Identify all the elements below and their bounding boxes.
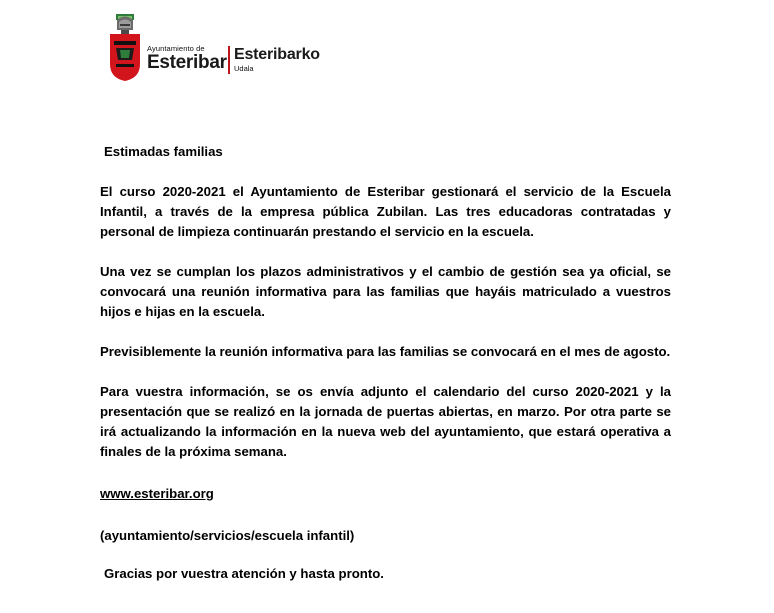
- coat-of-arms-icon: [108, 14, 142, 82]
- paragraph-4: Para vuestra información, se os envía adjunto el calendario del curso 2020-2021 y la presentación que se realizó en la jornada de puertas abiertas, en marzo. Por otra parte se irá actualizando la información en la nueva web del ayuntamiento, que estará operativa a finales de la próxima semana.: [100, 384, 671, 459]
- logo-esteribar-label: Esteribar: [147, 52, 227, 73]
- closing-line: Gracias por vuestra atención y hasta pronto.: [104, 566, 384, 581]
- logo-ayuntamiento-label: Ayuntamiento de: [147, 44, 205, 53]
- logo-basque-text: [234, 46, 320, 73]
- logo-udala-label: Udala: [234, 64, 254, 73]
- letter-body: [100, 142, 671, 584]
- greeting: Estimadas familias: [104, 144, 223, 159]
- logo-esteribarko-label: Esteribarko: [234, 46, 320, 63]
- paragraph-1: El curso 2020-2021 el Ayuntamiento de Esteribar gestionará el servicio de la Escuela Infantil, a través de la empresa pública Zubilan. Las tres educadoras contratadas y personal de limpieza continuarán prestando el servicio en la escuela.: [100, 184, 671, 239]
- logo-spanish-text: [147, 44, 227, 73]
- letterhead: [108, 14, 338, 84]
- paragraph-2: Una vez se cumplan los plazos administrativos y el cambio de gestión sea ya oficial, se convocará una reunión informativa para las familias que hayáis matriculado a vuestros hijos e hijas en la escuela.: [100, 264, 671, 319]
- paragraph-3: Previsiblemente la reunión informativa para las familias se convocará en el mes de agosto.: [100, 344, 671, 359]
- website-path: (ayuntamiento/servicios/escuela infantil): [100, 528, 355, 543]
- logo-separator: [228, 46, 230, 74]
- website-link[interactable]: www.esteribar.org: [100, 486, 214, 501]
